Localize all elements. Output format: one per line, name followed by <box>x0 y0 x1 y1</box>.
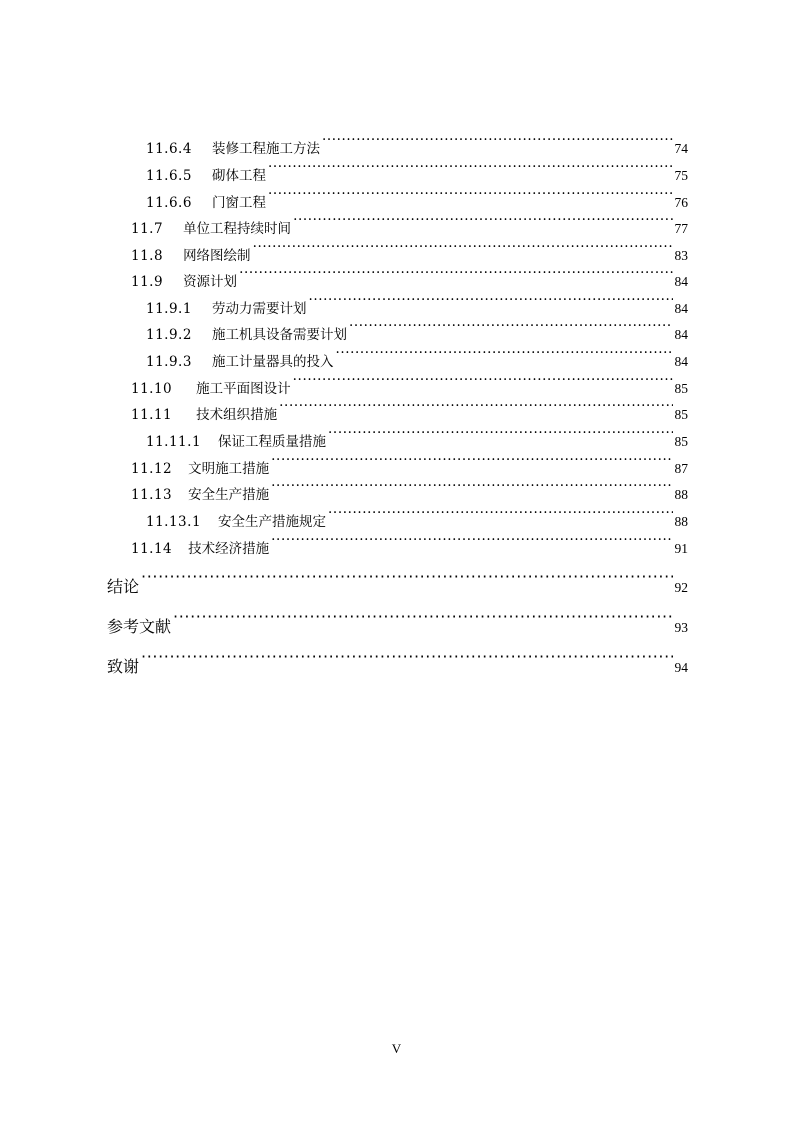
toc-dot-leader <box>239 260 672 286</box>
toc-entry-page: 94 <box>674 660 688 675</box>
toc-entry[interactable] <box>131 367 688 397</box>
toc-entry-page: 84 <box>674 274 688 289</box>
toc-dot-leader <box>293 207 672 233</box>
toc-dot-leader <box>335 340 672 366</box>
toc-entry-title: 资源计划 <box>183 274 238 290</box>
toc-entry-title: 技术组织措施 <box>196 407 278 423</box>
toc-entry[interactable] <box>131 234 688 264</box>
toc-dot-leader <box>271 527 672 553</box>
toc-entry-number: 11.6.5 <box>146 168 192 184</box>
toc-entry-title: 门窗工程 <box>211 195 266 211</box>
toc-entry[interactable] <box>131 527 688 557</box>
toc-entry-number: 11.8 <box>131 248 164 264</box>
toc-entry[interactable] <box>146 127 688 157</box>
toc-entry-page: 77 <box>674 221 688 236</box>
toc-entry-conclusion[interactable] <box>107 562 688 596</box>
toc-entry-page: 85 <box>674 434 688 449</box>
toc-entry-page: 87 <box>674 461 688 476</box>
toc-dot-leader <box>293 367 673 393</box>
toc-entry-title: 参考文献 <box>107 617 172 636</box>
toc-entry-page: 91 <box>674 541 688 556</box>
toc-entry[interactable] <box>146 181 688 211</box>
toc-entry[interactable] <box>131 393 688 423</box>
toc-entry-title: 网络图绘制 <box>183 248 251 264</box>
toc-entry-number: 11.11.1 <box>146 434 202 450</box>
toc-dot-leader <box>271 447 672 473</box>
toc-entry[interactable] <box>146 340 688 370</box>
toc-dot-leader <box>308 287 672 313</box>
toc-entry-title: 砌体工程 <box>211 168 266 184</box>
toc-entry[interactable] <box>146 500 688 530</box>
toc-entry-title: 结论 <box>107 577 140 596</box>
toc-entry-references[interactable] <box>107 602 688 636</box>
toc-entry-number: 11.9.1 <box>146 301 192 317</box>
toc-entry-title: 单位工程持续时间 <box>183 221 292 237</box>
toc-dot-leader <box>328 500 672 526</box>
toc-entry-number: 11.9.2 <box>146 327 192 343</box>
toc-entry-number: 11.9.3 <box>146 354 192 370</box>
toc-entry-page: 92 <box>674 580 688 595</box>
toc-entry[interactable] <box>146 154 688 184</box>
toc-entry-title: 施工计量器具的投入 <box>211 354 334 370</box>
toc-dot-leader <box>253 234 673 260</box>
toc-entry-page: 85 <box>674 407 688 422</box>
toc-entry-page: 84 <box>674 327 688 342</box>
toc-entry-number: 11.10 <box>131 381 173 397</box>
toc-entry[interactable] <box>131 447 688 477</box>
page-number-footer: V <box>391 1041 402 1056</box>
toc-dot-leader <box>173 602 672 632</box>
toc-entry-number: 11.13 <box>131 487 173 503</box>
toc-entry-title: 保证工程质量措施 <box>218 434 327 450</box>
toc-dot-leader <box>322 127 673 153</box>
toc-entry-title: 装修工程施工方法 <box>211 141 320 157</box>
toc-entry-number: 11.9 <box>131 274 164 290</box>
toc-dot-leader <box>268 154 673 180</box>
toc-entry[interactable] <box>131 207 688 237</box>
toc-dot-leader <box>328 420 672 446</box>
toc-dot-leader <box>141 562 672 592</box>
toc-entry[interactable] <box>146 287 688 317</box>
toc-entry-title: 施工机具设备需要计划 <box>211 327 347 343</box>
toc-entry-page: 84 <box>674 301 688 316</box>
toc-entry[interactable] <box>131 260 688 290</box>
toc-entry-number: 11.6.4 <box>146 141 192 157</box>
toc-entry-number: 11.14 <box>131 541 173 557</box>
toc-entry-acknowledgements[interactable] <box>107 642 688 676</box>
toc-entry-title: 致谢 <box>107 657 140 676</box>
toc-entry[interactable] <box>146 313 688 343</box>
toc-entry-number: 11.6.6 <box>146 195 192 211</box>
toc-entry-page: 75 <box>674 168 688 183</box>
toc-entry-title: 安全生产措施 <box>188 487 270 503</box>
toc-entry-page: 76 <box>674 195 688 210</box>
toc-entry-title: 施工平面图设计 <box>196 381 291 397</box>
toc-entry-number: 11.13.1 <box>146 514 202 530</box>
toc-dot-leader <box>271 473 672 499</box>
toc-entry-page: 88 <box>674 514 688 529</box>
toc-dot-leader <box>349 313 673 339</box>
toc-entry-page: 93 <box>674 620 688 635</box>
toc-dot-leader <box>141 642 672 672</box>
toc-entry-page: 83 <box>674 248 688 263</box>
toc-entry-title: 安全生产措施规定 <box>218 514 327 530</box>
toc-entry-page: 85 <box>674 381 688 396</box>
toc-entry-title: 文明施工措施 <box>188 461 270 477</box>
toc-entry[interactable] <box>131 473 688 503</box>
toc-entry-title: 劳动力需要计划 <box>211 301 307 317</box>
toc-entry-page: 88 <box>674 487 688 502</box>
toc-entry-number: 11.7 <box>131 221 164 237</box>
toc-entry-number: 11.12 <box>131 461 173 477</box>
toc-entry[interactable] <box>146 420 688 450</box>
toc-dot-leader <box>279 393 672 419</box>
toc-entry-number: 11.11 <box>131 407 173 423</box>
toc-entry-page: 84 <box>674 354 688 369</box>
toc-entry-title: 技术经济措施 <box>188 541 270 557</box>
toc-entry-page: 74 <box>674 141 688 156</box>
toc-dot-leader <box>268 181 673 207</box>
